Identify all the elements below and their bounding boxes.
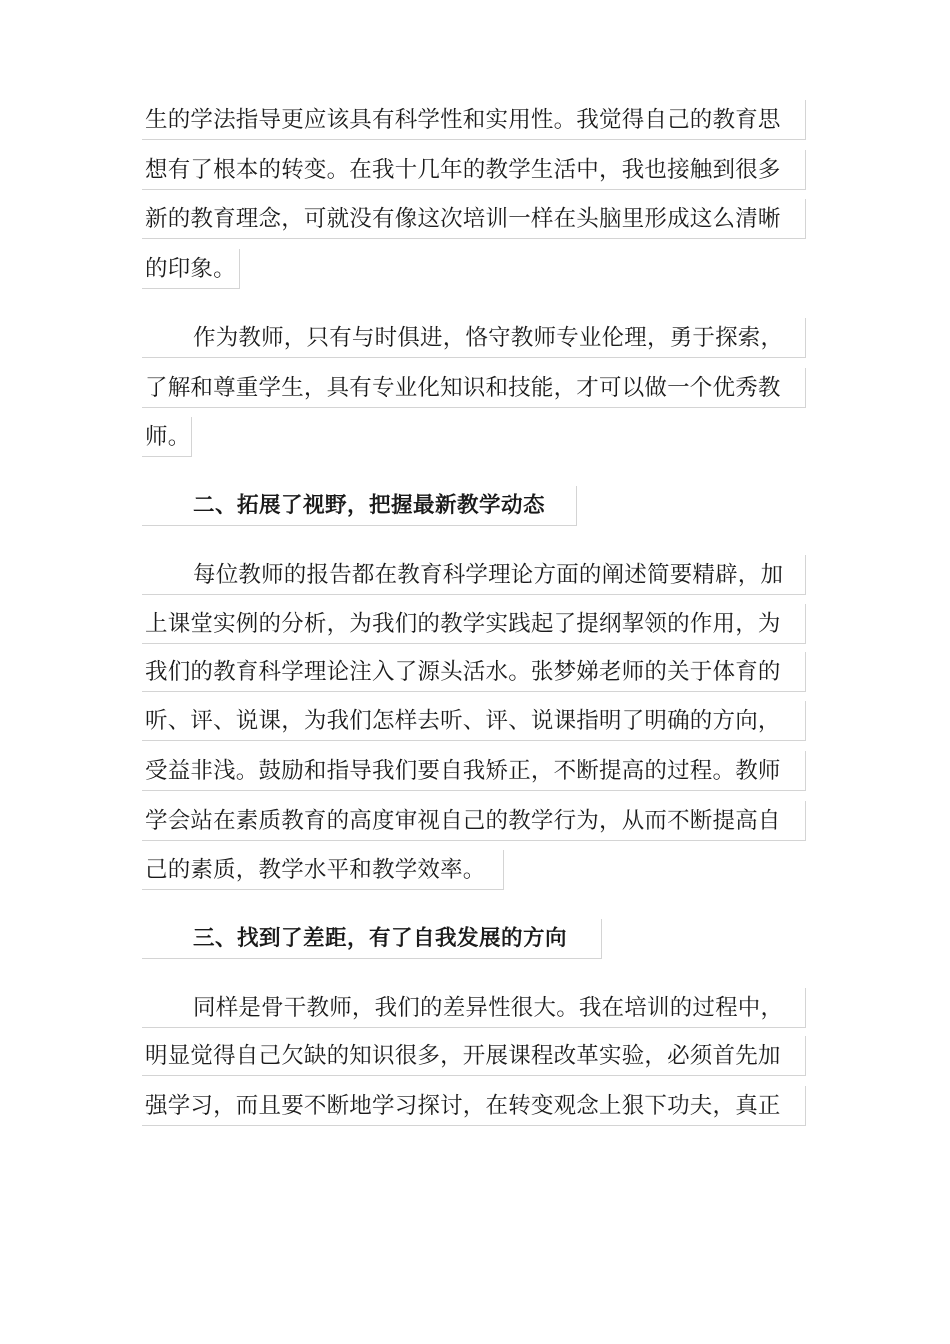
text-line: 了解和尊重学生，具有专业化知识和技能，才可以做一个优秀教 <box>142 368 806 408</box>
text-line: 我们的教育科学理论注入了源头活水。张梦娣老师的关于体育的 <box>142 652 806 692</box>
section-heading: 二、拓展了视野，把握最新教学动态 <box>142 486 577 526</box>
text-line: 作为教师，只有与时俱进，恪守教师专业伦理，勇于探索， <box>142 318 806 358</box>
text-line: 同样是骨干教师，我们的差异性很大。我在培训的过程中， <box>142 988 806 1028</box>
text-line: 每位教师的报告都在教育科学理论方面的阐述简要精辟，加 <box>142 555 806 595</box>
text-line: 强学习，而且要不断地学习探讨，在转变观念上狠下功夫，真正 <box>142 1086 806 1126</box>
text-line: 的印象。 <box>142 249 240 289</box>
text-line: 生的学法指导更应该具有科学性和实用性。我觉得自己的教育思 <box>142 100 806 140</box>
text-line: 己的素质，教学水平和教学效率。 <box>142 850 504 890</box>
text-line: 想有了根本的转变。在我十几年的教学生活中，我也接触到很多 <box>142 150 806 190</box>
text-line: 新的教育理念，可就没有像这次培训一样在头脑里形成这么清晰 <box>142 199 806 239</box>
text-line: 听、评、说课，为我们怎样去听、评、说课指明了明确的方向， <box>142 701 806 741</box>
text-line: 上课堂实例的分析，为我们的教学实践起了提纲挈领的作用，为 <box>142 604 806 644</box>
text-line: 师。 <box>142 417 192 457</box>
section-heading: 三、找到了差距，有了自我发展的方向 <box>142 919 602 959</box>
text-line: 学会站在素质教育的高度审视自己的教学行为，从而不断提高自 <box>142 801 806 841</box>
text-line: 受益非浅。鼓励和指导我们要自我矫正，不断提高的过程。教师 <box>142 751 806 791</box>
text-line: 明显觉得自己欠缺的知识很多，开展课程改革实验，必须首先加 <box>142 1036 806 1076</box>
